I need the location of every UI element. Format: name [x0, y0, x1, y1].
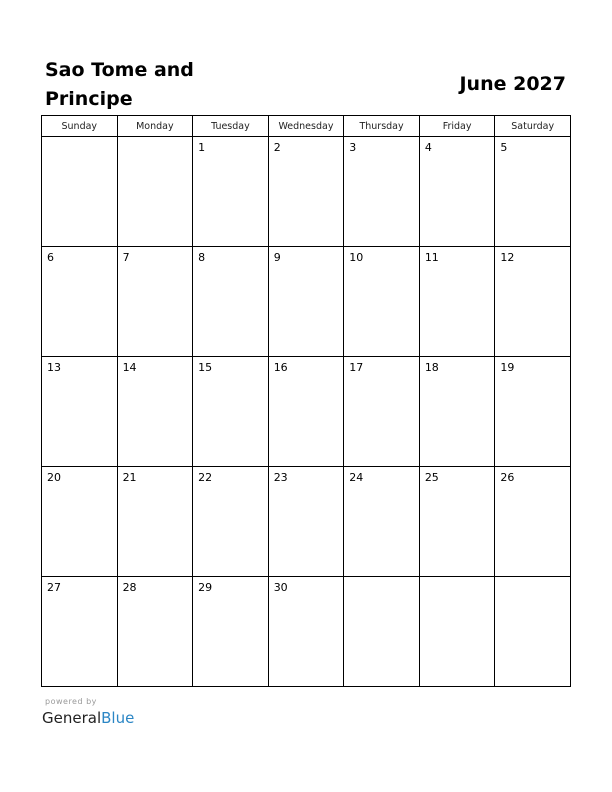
- day-number: 11: [424, 251, 439, 264]
- day-cell: [268, 467, 344, 577]
- day-number: 8: [198, 251, 206, 264]
- day-cell: [193, 247, 269, 357]
- day-cell: [419, 137, 495, 247]
- weekday-header-wednesday: Wednesday: [268, 116, 344, 137]
- weekday-header-row: [42, 116, 571, 137]
- day-cell: [268, 577, 344, 687]
- day-number: 26: [500, 471, 515, 484]
- week-row: [42, 137, 571, 247]
- day-cell: [419, 577, 495, 687]
- day-cell: [344, 137, 420, 247]
- day-number: 21: [122, 471, 137, 484]
- day-cell: [42, 577, 118, 687]
- calendar-month-title: June 2027: [459, 73, 566, 95]
- day-cell: [344, 467, 420, 577]
- weekday-header-monday: Monday: [117, 116, 193, 137]
- day-number: [42, 137, 117, 141]
- day-cell: [117, 357, 193, 467]
- day-cell: [344, 247, 420, 357]
- day-number: 23: [273, 471, 288, 484]
- day-number: 22: [198, 471, 213, 484]
- day-cell: [495, 577, 571, 687]
- day-number: 27: [47, 581, 61, 594]
- day-number: 18: [424, 361, 439, 374]
- day-cell: [495, 137, 571, 247]
- day-number: 7: [122, 251, 130, 264]
- day-cell: [419, 247, 495, 357]
- weekday-header-tuesday: Tuesday: [193, 116, 269, 137]
- day-number: 24: [349, 471, 364, 484]
- weekday-header-sunday: Sunday: [42, 116, 118, 137]
- week-row: [42, 577, 571, 687]
- country-line-1: Sao Tome and: [45, 59, 194, 81]
- day-cell: [117, 247, 193, 357]
- day-cell: [117, 577, 193, 687]
- day-number: 29: [198, 581, 213, 594]
- day-number: [420, 577, 495, 581]
- weekday-header-friday: Friday: [419, 116, 495, 137]
- generalblue-logo: [42, 708, 134, 728]
- day-cell: [42, 247, 118, 357]
- weekday-header-thursday: Thursday: [344, 116, 420, 137]
- day-number: 5: [500, 141, 508, 154]
- brand-name-part-1: General: [42, 709, 102, 727]
- week-row: [42, 357, 571, 467]
- day-cell: [268, 137, 344, 247]
- day-cell: [42, 137, 118, 247]
- day-number: [495, 577, 570, 581]
- week-row: [42, 247, 571, 357]
- day-number: 20: [47, 471, 61, 484]
- day-number: 12: [500, 251, 515, 264]
- day-cell: [344, 357, 420, 467]
- weekday-header-saturday: Saturday: [495, 116, 571, 137]
- day-number: 16: [273, 361, 288, 374]
- day-cell: [495, 357, 571, 467]
- day-cell: [42, 357, 118, 467]
- day-cell: [117, 137, 193, 247]
- day-cell: [344, 577, 420, 687]
- day-cell: [117, 467, 193, 577]
- day-cell: [495, 467, 571, 577]
- day-number: 19: [500, 361, 515, 374]
- day-number: 2: [273, 141, 281, 154]
- day-cell: [495, 247, 571, 357]
- day-cell: [419, 467, 495, 577]
- powered-by-caption: powered by: [45, 697, 97, 706]
- day-number: 28: [122, 581, 137, 594]
- day-number: 30: [273, 581, 288, 594]
- day-number: 1: [198, 141, 206, 154]
- day-number: 17: [349, 361, 364, 374]
- day-number: 15: [198, 361, 213, 374]
- day-number: 6: [47, 251, 54, 264]
- calendar-grid: [41, 115, 571, 687]
- day-cell: [193, 357, 269, 467]
- day-number: 13: [47, 361, 61, 374]
- brand-name-part-2: Blue: [101, 709, 135, 727]
- day-cell: [268, 247, 344, 357]
- day-number: 9: [273, 251, 281, 264]
- day-cell: [42, 467, 118, 577]
- day-cell: [419, 357, 495, 467]
- day-cell: [193, 137, 269, 247]
- country-line-2: Principe: [45, 88, 133, 110]
- day-cell: [193, 577, 269, 687]
- day-number: 4: [424, 141, 432, 154]
- day-number: 25: [424, 471, 439, 484]
- calendar-country-title: [45, 56, 305, 114]
- day-number: [344, 577, 419, 581]
- day-cell: [268, 357, 344, 467]
- day-number: 14: [122, 361, 137, 374]
- day-number: 10: [349, 251, 364, 264]
- day-number: 3: [349, 141, 357, 154]
- week-row: [42, 467, 571, 577]
- day-cell: [193, 467, 269, 577]
- day-number: [118, 137, 193, 141]
